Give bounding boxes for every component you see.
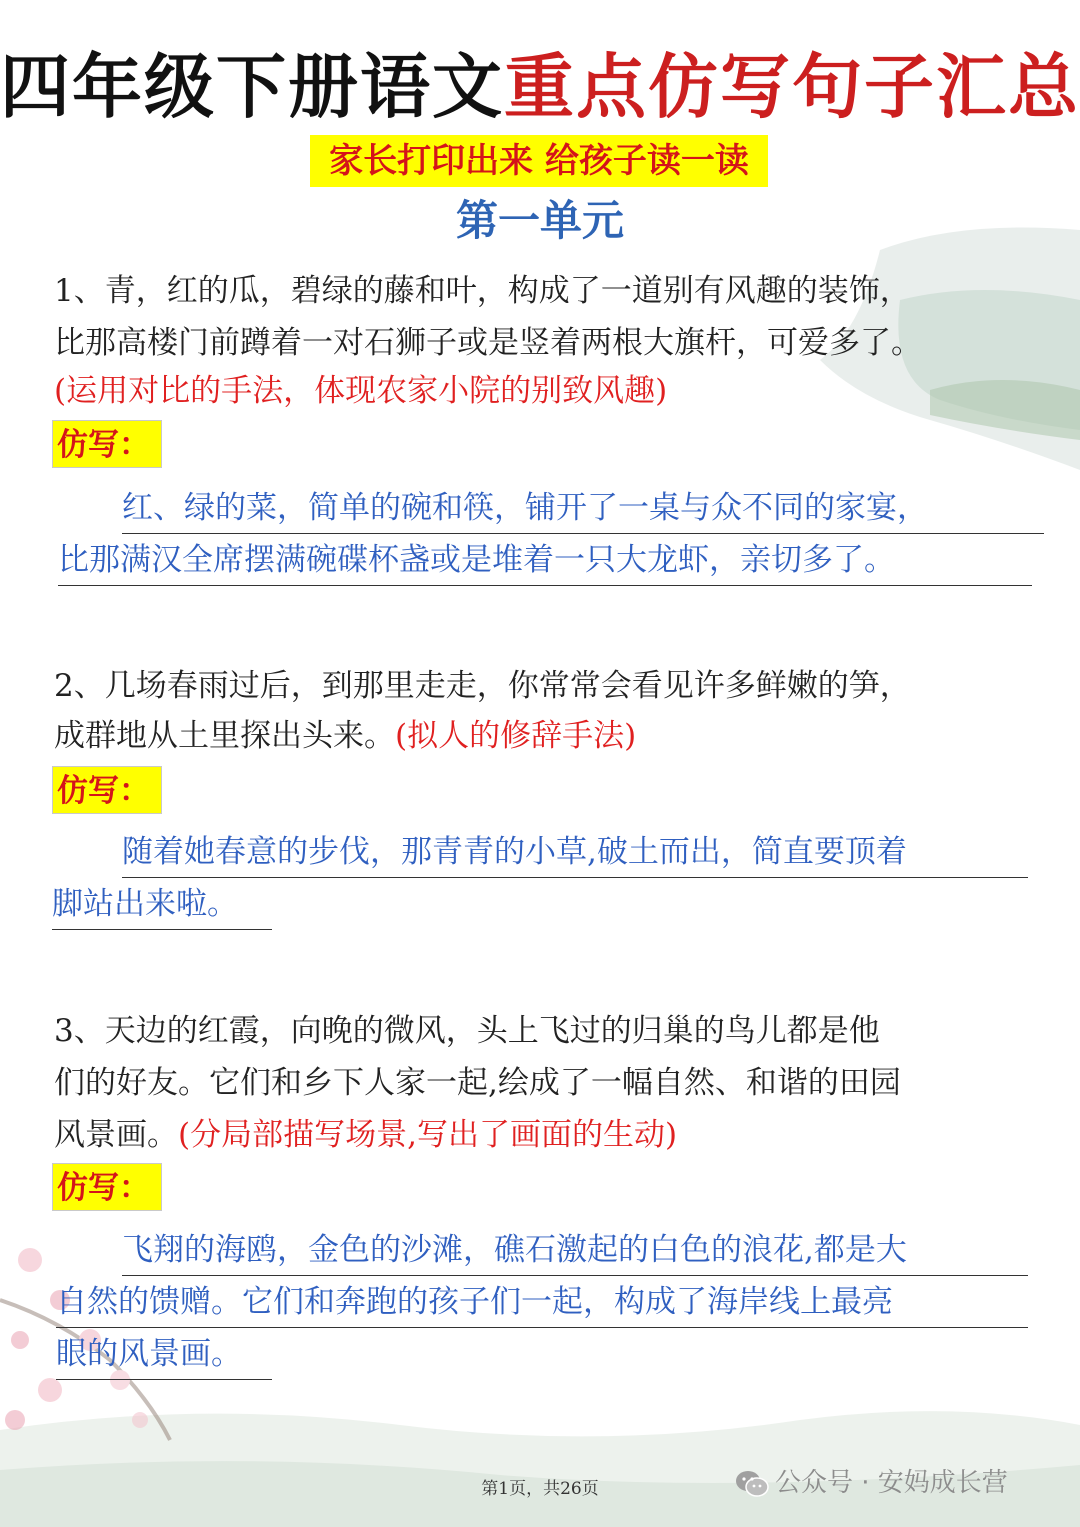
item-2-line-2-text: 成群地从土里探出头来。 <box>54 718 395 754</box>
item-2-answer-line-2: 脚站出来啦。 <box>52 878 272 930</box>
title-part-red: 重点仿写句子汇总 <box>504 46 1080 128</box>
page-title <box>0 46 1080 128</box>
item-2-answer-line-1: 随着她春意的步伐，那青青的小草,破土而出，简直要顶着 <box>122 826 1028 878</box>
title-part-black: 四年级下册语文 <box>0 46 504 128</box>
item-3-answer-line-1: 飞翔的海鸥，金色的沙滩，礁石激起的白色的浪花,都是大 <box>122 1224 1028 1276</box>
item-3-line-3 <box>54 1109 677 1161</box>
subtitle-banner: 家长打印出来 给孩子读一读 <box>310 135 768 187</box>
item-2-line-2 <box>54 710 636 762</box>
wechat-icon <box>735 1469 769 1499</box>
item-3-note: (分局部描写场景,写出了画面的生动) <box>178 1117 678 1153</box>
item-3-line-1: 3、天边的红霞，向晚的微风，头上飞过的归巢的鸟儿都是他 <box>54 1013 880 1049</box>
item-3-imitation-label: 仿写： <box>52 1163 162 1211</box>
item-3-line-2: 们的好友。它们和乡下人家一起,绘成了一幅自然、和谐的田园 <box>54 1065 901 1101</box>
item-1-note: (运用对比的手法，体现农家小院的别致风趣) <box>54 373 668 409</box>
item-1-answer-line-2: 比那满汉全席摆满碗碟杯盏或是堆着一只大龙虾，亲切多了。 <box>58 534 1032 586</box>
item-1-imitation-label: 仿写： <box>52 420 162 468</box>
item-1-line-2: 比那高楼门前蹲着一对石狮子或是竖着两根大旗杆，可爱多了。 <box>54 325 922 361</box>
item-3-answer-line-2: 自然的馈赠。它们和奔跑的孩子们一起，构成了海岸线上最亮 <box>56 1276 1028 1328</box>
item-3-line-3-text: 风景画。 <box>54 1117 178 1153</box>
watermark-text: 公众号 · 安妈成长营 <box>775 1468 1008 1498</box>
item-1-answer-line-1: 红、绿的菜，简单的碗和筷，铺开了一桌与众不同的家宴， <box>122 482 1044 534</box>
item-2-line-1: 2、几场春雨过后，到那里走走，你常常会看见许多鲜嫩的笋， <box>54 668 911 704</box>
page-number-footer: 第1页，共26页 <box>481 1479 599 1499</box>
item-2-imitation-label: 仿写： <box>52 766 162 814</box>
item-1-line-1: 1、青，红的瓜，碧绿的藤和叶，构成了一道别有风趣的装饰， <box>54 273 911 309</box>
unit-heading: 第一单元 <box>455 196 624 245</box>
item-3-answer-line-3: 眼的风景画。 <box>56 1328 272 1380</box>
item-2-note: (拟人的修辞手法) <box>395 718 637 754</box>
wechat-watermark <box>735 1463 1008 1503</box>
